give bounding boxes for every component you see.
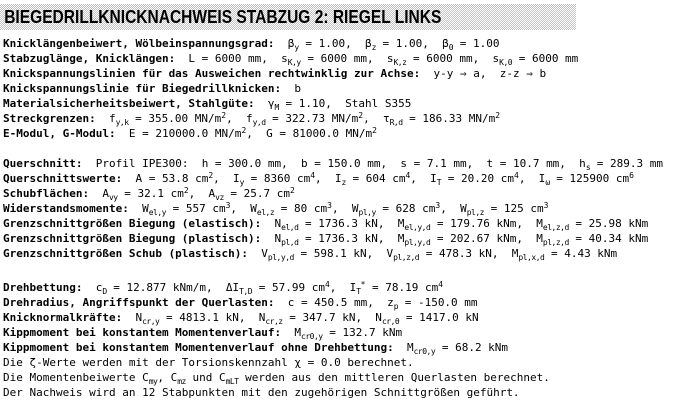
report-line [3,111,689,126]
line-label: Grenzschnittgrößen Schub (plastisch): [3,247,249,260]
report-line [3,370,689,385]
line-label: Grenzschnittgrößen Biegung (plastisch): [3,232,262,245]
line-label: Querschnittswerte: [3,172,123,185]
report-line [3,126,689,141]
line-label: E-Modul, G-Modul: [3,127,116,140]
line-text: $N_{pl,d} = 1736.3$ kN, $M_{pl,y,d} = 202.67$ kNm, $M_{pl,z,d} = 40.34$ kNm [261,232,649,247]
line-text: $f_{y,k} = 355.00$ $MN/m^2$, $f_{y,d} = 322.73$ $MN/m^2$, $\tau_{R,d} = 186.33$ $MN/m^2$ [95,111,501,127]
line-text: $N_{cr,y} = 4813.1$ kN, $N_{cr,z} = 347.7$ kN, $N_{cr,\theta} = 1417.0$ kN [122,311,479,326]
line-label: Knicklängenbeiwert, Wölbeinspannungsgrad: [3,37,275,50]
line-text: A = 53.8 $cm^2$, $I_y = 8360$ $cm^4$, $I_z = 604$ $cm^4$, $I_T = 20.20$ $cm^4$, $I_\omega = 125900$ $cm^6$ [122,171,634,187]
report-line [3,295,689,310]
line-text: $\beta_y = 1.00$, $\beta_z = 1.00$, $\beta_0 = 1.00$ [274,37,500,52]
line-label: Knickspannungslinien für das Ausweichen rechtwinklig zur Achse: [3,67,421,80]
line-text: Die Momentenbeiwerte $C_{my}$, $C_{mz}$ und $C_{mLT}$ werden aus den mittleren Querlasten berechnet. [3,371,550,386]
report-line [3,310,689,325]
report-line [3,66,689,81]
line-text: $V_{pl,y,d} = 598.1$ kN, $V_{pl,z,d} = 478.3$ kN, $M_{pl,x,d} = 4.43$ kNm [248,247,618,262]
line-text: b [281,82,302,95]
report-title-bar [0,4,576,30]
line-label: Drehradius, Angriffspunkt der Querlasten: [3,296,275,309]
report-line [3,186,689,201]
report-body [3,36,689,410]
line-text: Der Nachweis wird an 12 Stabpunkten mit den zugehörigen Schnittgrößen geführt. [3,386,520,399]
line-label: Kippmoment bei konstantem Momentenverlauf: [3,326,282,339]
report-section [3,280,689,400]
report-line [3,171,689,186]
line-label: Querschnitt: [3,157,83,170]
report-line [3,325,689,340]
line-label: Grenzschnittgrößen Biegung (elastisch): [3,217,262,230]
report-section [3,36,689,141]
report-line [3,216,689,231]
report-line [3,231,689,246]
report-line [3,96,689,111]
report-line [3,81,689,96]
line-label: Widerstandsmomente: [3,202,129,215]
report-line [3,385,689,400]
report-line [3,156,689,171]
line-text: Die ζ-Werte werden mit der Torsionskennzahl χ = 0.0 berechnet. [3,356,414,369]
line-label: Schubflächen: [3,187,90,200]
line-text: L = 6000 mm, $s_{K,y} = 6000$ mm, $s_{K,z} = 6000$ mm, $s_{K,0} = 6000$ mm [175,52,579,67]
report-line [3,51,689,66]
line-text: E = 210000.0 $MN/m^2$, G = 81000.0 $MN/m^2$ [115,126,377,140]
page-title: BIEGEDRILLKNICKNACHWEIS STABZUG 2: RIEGEL LINKS [4,6,442,27]
line-text: $M_{cr0,y} = 68.2$ kNm [393,341,509,356]
report-section [3,156,689,261]
report-line [3,36,689,51]
line-text: $A_{vy} = 32.1$ $cm^2$, $A_{vz} = 25.7$ $cm^2$ [89,186,295,202]
line-text: $N_{el,d} = 1736.3$ kN, $M_{el,y,d} = 179.76$ kNm, $M_{el,z,d} = 25.98$ kNm [261,217,649,232]
line-label: Knicknormalkräfte: [3,311,123,324]
report-line [3,246,689,261]
report-line [3,340,689,355]
line-text: $\gamma_M = 1.10$, Stahl S355 [254,97,412,112]
line-text: $c_D = 12.877$ kNm/m, $\Delta I_{T,D} = 57.99$ $cm^4$, $I_T^* = 78.19$ $cm^4$ [82,280,444,296]
line-label: Kippmoment bei konstantem Momentenverlauf ohne Drehbettung: [3,341,394,354]
line-label: Knickspannungslinie für Biegedrillknicken: [3,82,282,95]
line-text: y-y ⇒ a, z-z ⇒ b [420,67,547,80]
report-line [3,280,689,295]
line-text: Profil IPE300: h = 300.0 mm, b = 150.0 mm, s = 7.1 mm, t = 10.7 mm, $h_s = 289.3$ mm [82,157,663,172]
line-text: $M_{cr0,y} = 132.7$ kNm [281,326,403,341]
report-line [3,355,689,370]
line-label: Materialsicherheitsbeiwert, Stahlgüte: [3,97,255,110]
line-label: Drehbettung: [3,281,83,294]
line-label: Stabzuglänge, Knicklängen: [3,52,176,65]
line-text: $W_{el,y} = 557$ $cm^3$, $W_{el,z} = 80$ $cm^3$, $W_{pl,y} = 628$ $cm^3$, $W_{pl,z} = 125$ $cm^3$ [128,201,549,217]
line-text: c = 450.5 mm, $z_p = -150.0$ mm [274,296,478,311]
report-line [3,201,689,216]
line-label: Streckgrenzen: [3,112,96,125]
